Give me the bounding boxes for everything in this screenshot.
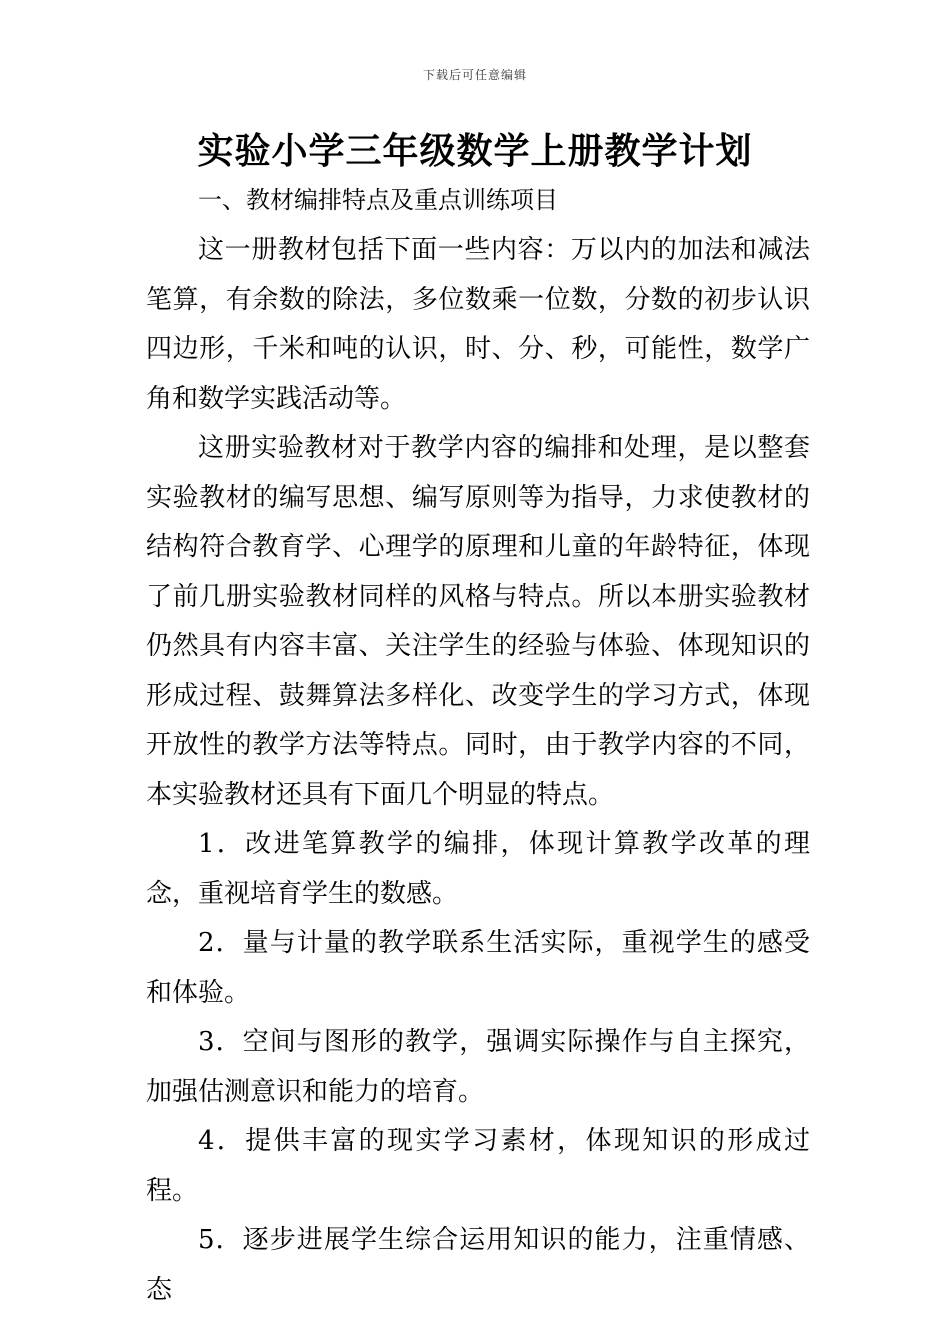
section-heading: 一、教材编排特点及重点训练项目 bbox=[198, 186, 558, 214]
document-body bbox=[146, 180, 810, 1315]
paragraph-features: 这册实验教材对于教学内容的编排和处理，是以整套实验教材的编写思想、编写原则等为指导，力求使教材的结构符合教育学、心理学的原理和儿童的年龄特征，体现了前几册实验教材同样的风格与特点。所以本册实验教材仍然具有内容丰富、关注学生的经验与体验、体现知识的形成过程、鼓舞算法多样化、改变学生的学习方式，体现开放性的教学方法等特点。同时，由于教学内容的不同，本实验教材还具有下面几个明显的特点。 bbox=[146, 433, 810, 810]
document-title: 实验小学三年级数学上册教学计划 bbox=[197, 131, 753, 172]
paragraph-contents: 这一册教材包括下面一些内容：万以内的加法和减法笔算，有余数的除法，多位数乘一位数，分数的初步认识四边形，千米和吨的认识，时、分、秒，可能性，数学广角和数学实践活动等。 bbox=[146, 235, 810, 414]
list-item-4: 4．提供丰富的现实学习素材，体现知识的形成过程。 bbox=[146, 1126, 810, 1206]
header-note: 下载后可任意编辑 bbox=[422, 68, 527, 82]
list-item-3: 3．空间与图形的教学，强调实际操作与自主探究，加强估测意识和能力的培育。 bbox=[146, 1027, 810, 1107]
list-item-2: 2．量与计量的教学联系生活实际，重视学生的感受和体验。 bbox=[146, 928, 810, 1008]
list-item-5: 5．逐步进展学生综合运用知识的能力，注重情感、态 bbox=[146, 1225, 810, 1305]
list-item-1: 1．改进笔算教学的编排，体现计算教学改革的理念，重视培育学生的数感。 bbox=[146, 829, 810, 909]
